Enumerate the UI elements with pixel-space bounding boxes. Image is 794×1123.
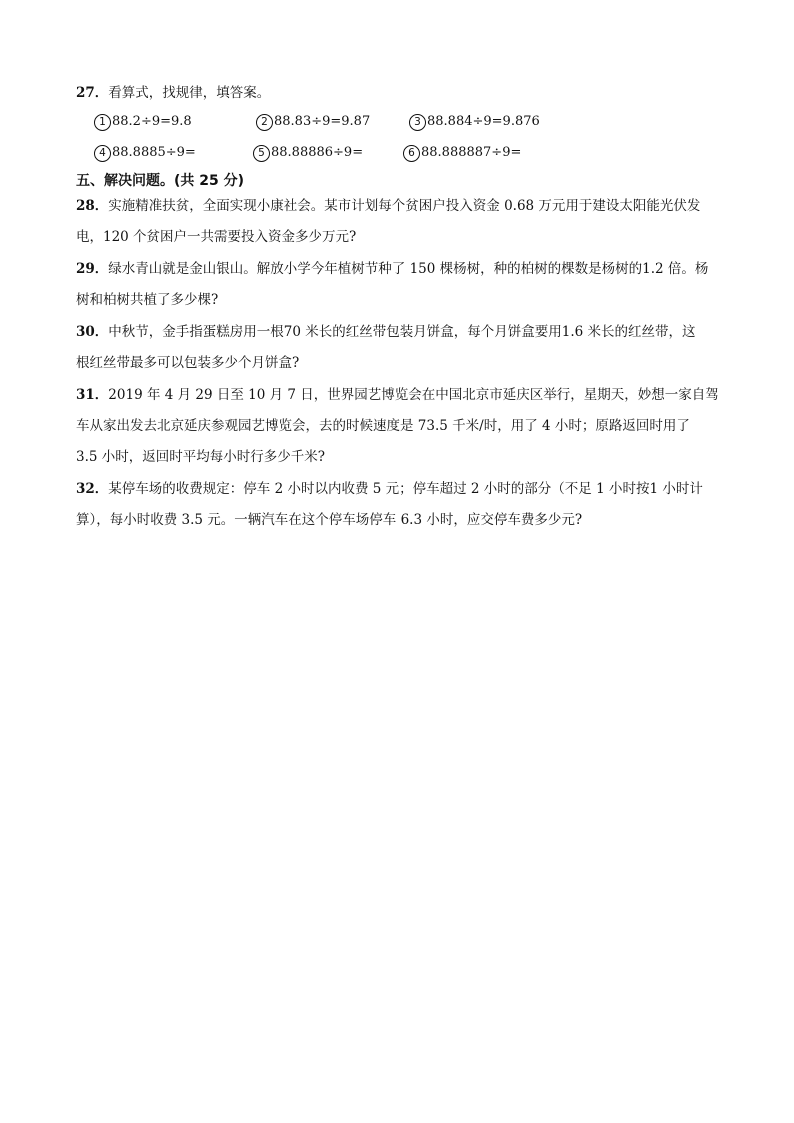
circled-number: 2 [256,114,273,131]
question-number: 29． [76,261,109,277]
circled-number: 5 [253,145,270,162]
question-number: 31． [76,387,109,403]
pattern-item-4 [94,144,196,162]
question-32-continued [76,511,756,529]
question-30 [76,323,756,341]
pattern-item-6 [403,144,521,162]
expression: 88.83÷9=9.87 [274,114,371,129]
question-28-continued [76,228,756,246]
expression: 88.884÷9=9.876 [427,114,540,129]
question-number: 30． [76,324,109,340]
question-28 [76,197,756,215]
question-27 [76,84,756,102]
question-29-continued [76,291,756,309]
question-text-line: 3.5 小时，返回时平均每小时行多少千米? [76,449,325,465]
question-text-line: 中秋节，金手指蛋糕房用一根70 米长的红丝带包装月饼盒，每个月饼盒要用1.6 米长的红丝带，这 [108,324,696,340]
question-text-line: 算），每小时收费 3.5 元。一辆汽车在这个停车场停车 6.3 小时，应交停车费多少元? [76,512,583,528]
question-30-continued [76,354,756,372]
question-text-line: 车从家出发去北京延庆参观园艺博览会，去的时候速度是 73.5 千米/时，用了 4 小时；原路返回时用了 [76,418,690,434]
question-text-line: 树和柏树共植了多少棵? [76,292,219,308]
expression: 88.88886÷9= [271,145,364,160]
expression: 88.8885÷9= [112,145,196,160]
circled-number: 4 [94,145,111,162]
expression: 88.2÷9=9.8 [112,114,192,129]
question-number: 28． [76,198,109,214]
question-text-line: 实施精准扶贫，全面实现小康社会。某市计划每个贫困户投入资金 0.68 万元用于建设太阳能光伏发 [108,198,701,214]
question-text: 看算式，找规律，填答案。 [108,85,271,101]
pattern-item-1 [94,113,192,131]
question-31-continued-2 [76,448,756,466]
question-text-line: 2019 年 4 月 29 日至 10 月 7 日，世界园艺博览会在中国北京市延庆区举行，星期天，妙想一家自驾 [108,387,719,403]
expression: 88.888887÷9= [421,145,522,160]
question-32 [76,480,756,498]
question-number: 27． [76,85,109,101]
circled-number: 1 [94,114,111,131]
question-29 [76,260,756,278]
question-text-line: 绿水青山就是金山银山。解放小学今年植树节种了 150 棵杨树，种的柏树的棵数是杨树的1.2 倍。杨 [108,261,709,277]
section-heading: 五、解决问题。(共 25 分) [76,173,245,189]
question-text-line: 电，120 个贫困户一共需要投入资金多少万元? [76,229,357,245]
question-number: 32． [76,481,109,497]
question-text-line: 根红丝带最多可以包装多少个月饼盒? [76,355,300,371]
pattern-item-2 [256,113,370,131]
pattern-item-3 [409,113,540,131]
question-text-line: 某停车场的收费规定：停车 2 小时以内收费 5 元；停车超过 2 小时的部分（不足 1 小时按1 小时计 [108,481,703,497]
question-31 [76,386,756,404]
pattern-item-5 [253,144,363,162]
circled-number: 3 [409,114,426,131]
question-31-continued-1 [76,417,756,435]
circled-number: 6 [403,145,420,162]
